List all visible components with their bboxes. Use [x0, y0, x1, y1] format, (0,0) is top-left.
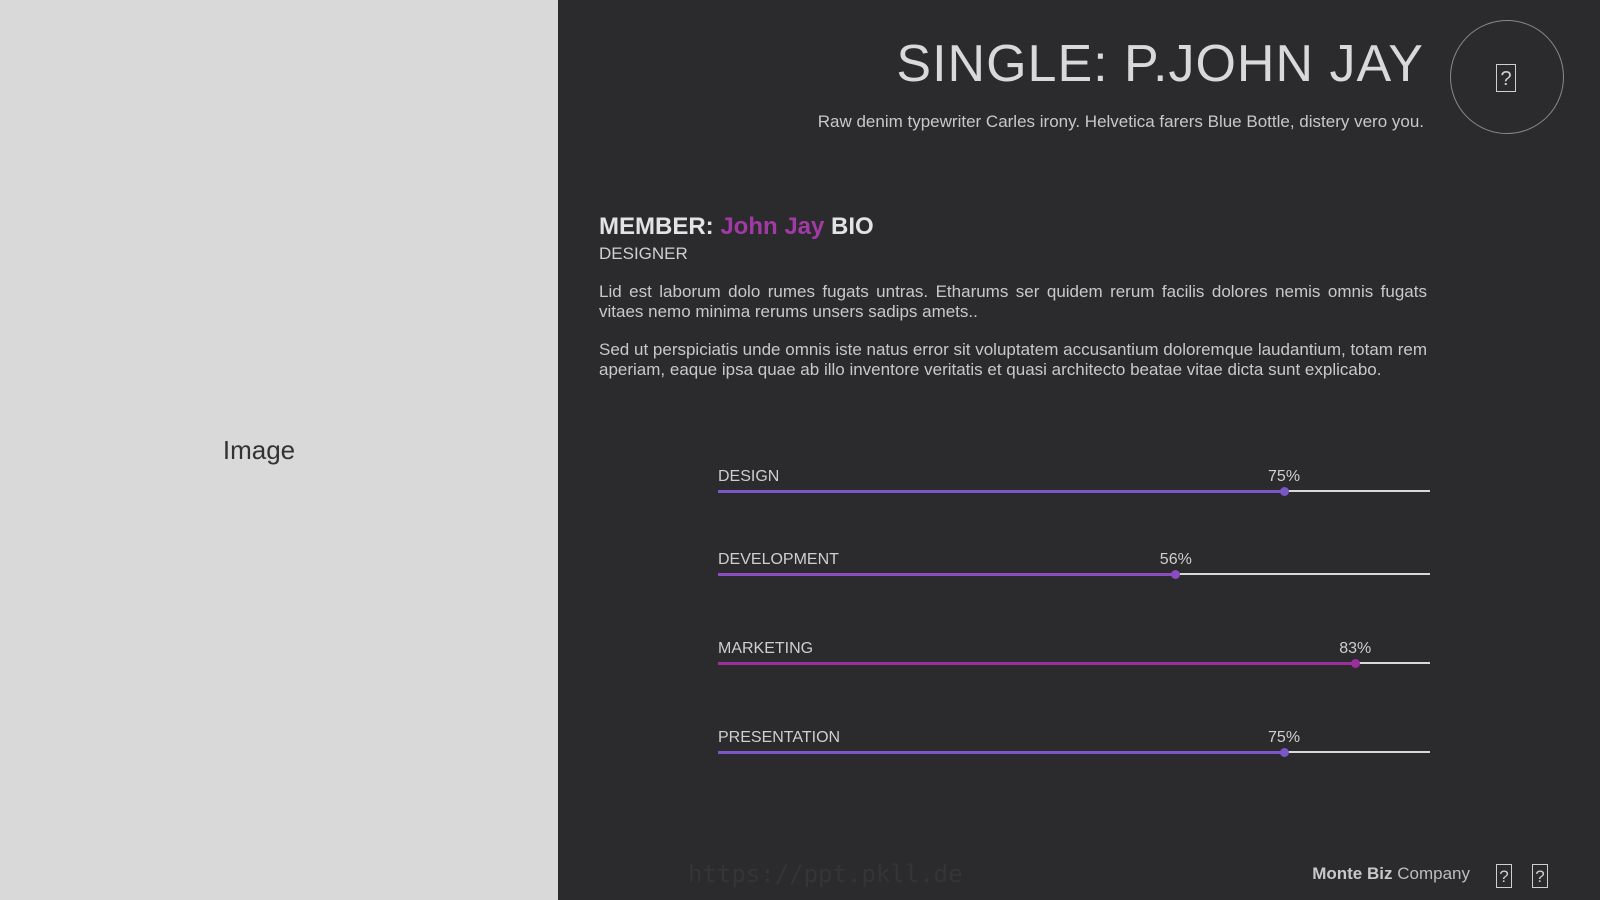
skill-label: DESIGN — [718, 468, 780, 485]
page-subtitle: Raw denim typewriter Carles irony. Helvetica farers Blue Bottle, distery vero you. — [817, 112, 1424, 131]
skill-label: MARKETING — [718, 640, 814, 657]
watermark: https://ppt.pkll.de — [688, 860, 963, 888]
skills-section — [718, 468, 1430, 768]
image-placeholder-label: Image — [222, 434, 296, 465]
header-icon-circle[interactable] — [1450, 20, 1564, 134]
member-name: John Jay — [720, 213, 825, 240]
skill-percent: 75% — [1268, 729, 1301, 746]
bio-section — [599, 212, 1427, 380]
bio-paragraph: Lid est laborum dolo rumes fugats untras. Etharums ser quidem rerum facilis dolores nemis omnis fugats vitaes nemo minima rerums unsers sadips amets.. — [599, 282, 1427, 321]
skill-bar-handle[interactable] — [1280, 487, 1289, 496]
skill-bar-handle[interactable] — [1171, 570, 1180, 579]
skill-percent: 75% — [1268, 468, 1301, 485]
skill-marketing — [718, 640, 1430, 680]
placeholder-icon[interactable]: ? — [1532, 864, 1548, 888]
footer-brand — [1312, 864, 1470, 884]
image-placeholder — [0, 0, 558, 900]
skill-bar-fill — [718, 573, 1176, 576]
bio-heading-prefix: MEMBER: — [599, 213, 714, 240]
skill-label: DEVELOPMENT — [718, 551, 839, 568]
skill-presentation — [718, 729, 1430, 769]
skill-label: PRESENTATION — [718, 729, 841, 746]
page-title: SINGLE: P.JOHN JAY — [896, 35, 1424, 93]
brand-name: Monte Biz — [1312, 864, 1393, 883]
bio-heading — [599, 212, 1427, 242]
brand-suffix: Company — [1397, 864, 1470, 883]
skill-development — [718, 551, 1430, 591]
skill-design — [718, 468, 1430, 508]
skill-bar-track — [718, 751, 1430, 753]
placeholder-icon: ? — [1496, 64, 1516, 92]
placeholder-icon[interactable]: ? — [1496, 864, 1512, 888]
bio-paragraph: Sed ut perspiciatis unde omnis iste natus error sit voluptatem accusantium doloremque laudantium, totam rem aperiam, eaque ipsa quae ab illo inventore veritatis et quasi architecto beatae vitae dicta sunt explicabo. — [599, 340, 1427, 379]
skill-bar-fill — [718, 662, 1355, 665]
skill-bar-track — [718, 490, 1430, 492]
skill-bar-handle[interactable] — [1280, 748, 1289, 757]
skill-bar-fill — [718, 490, 1284, 493]
skill-bar-handle[interactable] — [1351, 659, 1360, 668]
bio-heading-suffix: BIO — [831, 213, 874, 240]
skill-bar-track — [718, 662, 1430, 664]
skill-bar-track — [718, 573, 1430, 575]
skill-percent: 56% — [1159, 551, 1192, 568]
member-role: DESIGNER — [599, 244, 688, 263]
content-panel — [558, 0, 1600, 900]
skill-percent: 83% — [1339, 640, 1372, 657]
skill-bar-fill — [718, 751, 1284, 754]
